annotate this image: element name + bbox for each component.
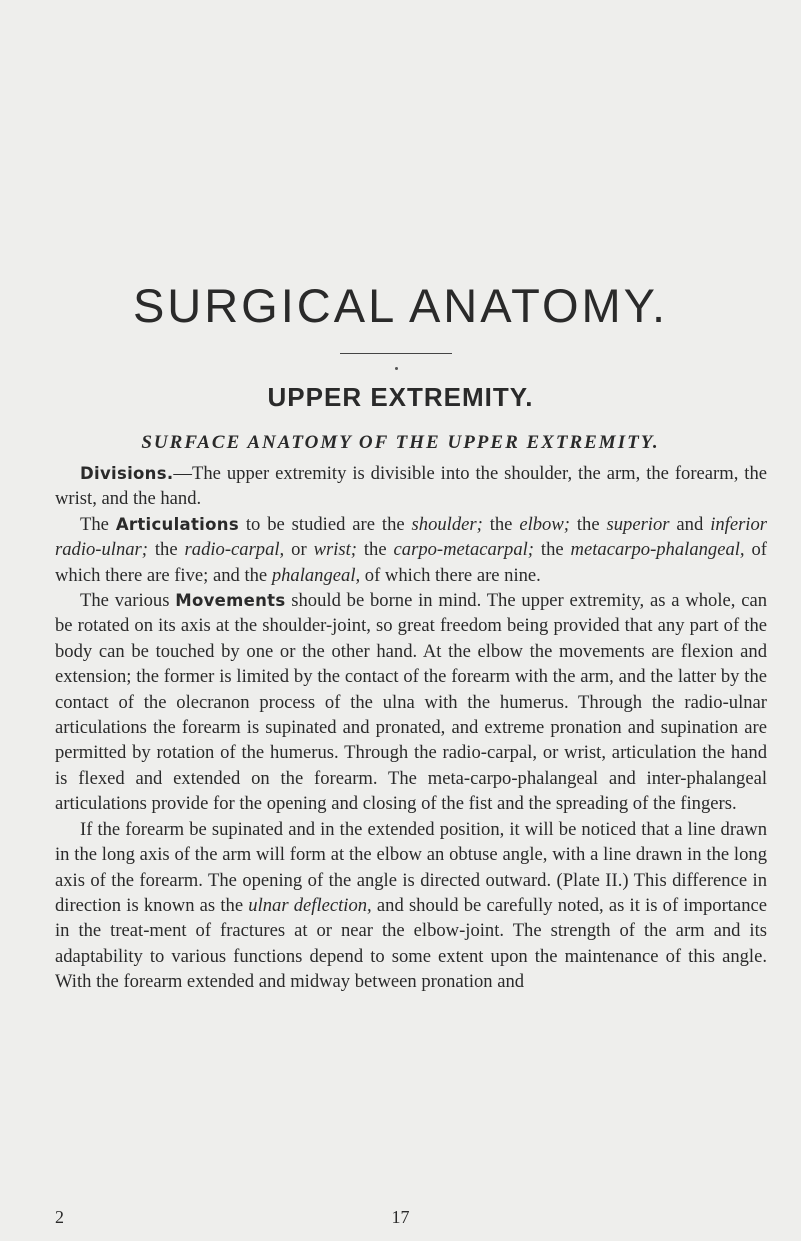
italic-term: metacarpo-phalangeal, bbox=[570, 539, 745, 561]
italic-term: superior bbox=[606, 513, 670, 535]
paragraph-text: the bbox=[569, 513, 607, 535]
paragraph-text: should be borne in mind. The upper extremity, as a whole, can be rotated on its axis at the shoulder-joint, so great freedom being provided that any part of the body can be touched by one or the other hand. At the elbow the movements are flexion and extension; the former is limited by the contact of the forearm with the arm, and the latter by the contact of the olecranon process of the ulna with the humerus. Through the radio-ulnar articulations the forearm is supinated and pronated, and extreme pronation and supination are permitted by rotation of the humerus. Through the radio-carpal, or wrist, articulation the hand is flexed and extended on the forearm. The meta-carpo-phalangeal and inter-phalangeal articulations provide for the opening and closing of the fist and the spreading of the fingers. bbox=[55, 590, 767, 815]
italic-term: elbow; bbox=[519, 513, 570, 535]
paragraph-text: the bbox=[533, 539, 571, 561]
title-rule bbox=[340, 353, 452, 354]
paragraph-lead-term: Divisions. bbox=[80, 464, 174, 483]
ornament-dot bbox=[395, 367, 398, 370]
paragraph-text: —The upper extremity is divisible into the shoulder, the arm, the forearm, the wrist, and the hand. bbox=[55, 463, 767, 510]
paragraph-text: of which there are nine. bbox=[360, 564, 541, 586]
paragraph-text: the bbox=[356, 539, 394, 561]
signature-mark: 2 bbox=[55, 1207, 64, 1227]
page-footer bbox=[0, 1207, 801, 1229]
paragraph-text: the bbox=[147, 539, 185, 561]
body-text bbox=[55, 461, 767, 995]
italic-term: shoulder; bbox=[411, 513, 483, 535]
paragraph-text: of which there are five; and the bbox=[55, 539, 767, 586]
paragraph-text: and bbox=[669, 513, 711, 535]
paragraph-lead-term: Movements bbox=[175, 591, 286, 611]
paragraph-text: the bbox=[482, 513, 520, 535]
section-heading: SURFACE ANATOMY OF THE UPPER EXTREMITY. bbox=[141, 432, 660, 453]
paragraph bbox=[55, 817, 767, 995]
italic-term: carpo-metacarpal; bbox=[393, 539, 534, 561]
page-number: 17 bbox=[391, 1207, 410, 1227]
italic-term: radio-carpal, bbox=[184, 539, 285, 561]
italic-term: ulnar deflection, bbox=[248, 894, 372, 916]
page-title: SURGICAL ANATOMY. bbox=[132, 279, 669, 332]
paragraph-text: The bbox=[80, 513, 116, 535]
chapter-subtitle: UPPER EXTREMITY. bbox=[267, 382, 534, 412]
paragraph-text: or bbox=[284, 539, 314, 561]
paragraph bbox=[55, 512, 767, 588]
italic-term: wrist; bbox=[313, 539, 357, 561]
paragraph-text: and should be carefully noted, as it is of importance in the treat-ment of fractures at or near the elbow-joint. The strength of the arm and its adaptability to various functions depend to some extent upon the maintenance of this angle. With the forearm extended and midway between pronation and bbox=[55, 894, 767, 993]
italic-term: inferior radio-ulnar; bbox=[55, 513, 768, 561]
paragraph-text: If the forearm be supinated and in the extended position, it will be noticed that a line drawn in the long axis of the arm will form at the elbow an obtuse angle, with a line drawn in the long axis of the forearm. The opening of the angle is directed outward. (Plate II.) This difference in direction is known as the bbox=[55, 818, 767, 916]
paragraph-lead-term: Articulations bbox=[115, 514, 239, 534]
paragraph-text: to be studied are the bbox=[238, 513, 412, 535]
italic-term: phalangeal, bbox=[271, 564, 361, 586]
paragraph-text: The various bbox=[80, 590, 176, 612]
paragraph bbox=[55, 588, 767, 817]
paragraph bbox=[55, 461, 767, 512]
